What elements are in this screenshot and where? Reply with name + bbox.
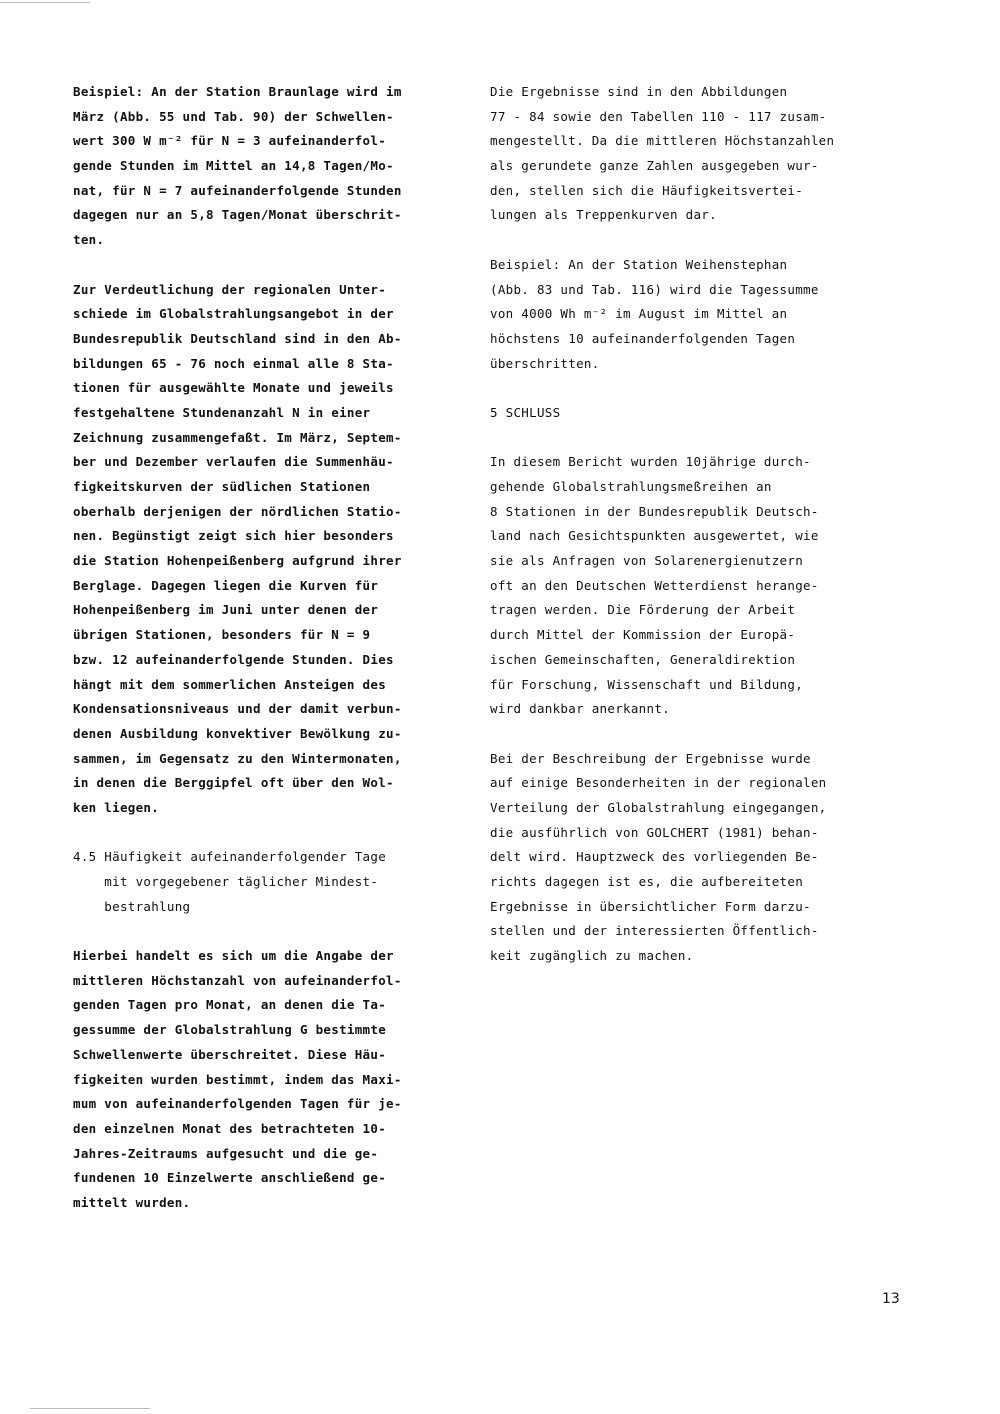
- text-line: Ergebnisse in übersichtlicher Form darzu-: [490, 898, 811, 914]
- results-paragraph: [490, 80, 890, 228]
- text-line: in denen die Berggipfel oft über den Wol-: [73, 775, 394, 791]
- conclusion-paragraph: [490, 450, 890, 722]
- text-line: fundenen 10 Einzelwerte anschließend ge-: [73, 1170, 387, 1186]
- text-line: Berglage. Dagegen liegen die Kurven für: [73, 577, 379, 593]
- right-column: [490, 80, 890, 969]
- text-line: Hohenpeißenberg im Juni unter denen der: [73, 602, 379, 618]
- text-line: Beispiel: An der Station Weihenstephan: [490, 256, 788, 272]
- text-line: oft an den Deutschen Wetterdienst herange-: [490, 577, 819, 593]
- text-line: bzw. 12 aufeinanderfolgende Stunden. Dies: [73, 651, 394, 667]
- text-line: Beispiel: An der Station Braunlage wird im: [73, 84, 402, 99]
- text-line: Hierbei handelt es sich um die Angabe der: [73, 948, 394, 964]
- text-line: für Forschung, Wissenschaft und Bildung,: [490, 676, 804, 692]
- text-line: lungen als Treppenkurven dar.: [490, 207, 717, 223]
- text-line: Bundesrepublik Deutschland sind in den Ab-: [73, 330, 402, 346]
- text-line: nen. Begünstigt zeigt sich hier besonders: [73, 528, 394, 544]
- text-line: land nach Gesichtspunkten ausgewertet, wie: [490, 528, 819, 544]
- text-line: oberhalb derjenigen der nördlichen Statio-: [73, 503, 402, 519]
- text-line: figkeitskurven der südlichen Stationen: [73, 479, 371, 494]
- example-weihenstephan-paragraph: [490, 253, 890, 376]
- text-line: 8 Stationen in der Bundesrepublik Deutsch-: [490, 503, 819, 519]
- text-line: überschritten.: [490, 355, 600, 371]
- text-line: die Station Hohenpeißenberg aufgrund ihrer: [73, 553, 402, 569]
- section-4-5-heading: [73, 845, 473, 919]
- text-line: genden Tagen pro Monat, an denen die Ta-: [73, 997, 387, 1013]
- text-line: den, stellen sich die Häufigkeitsvertei-: [490, 182, 804, 198]
- text-line: auf einige Besonderheiten in der regionalen: [490, 775, 827, 791]
- text-line: wert 300 W m⁻² für N = 3 aufeinanderfol-: [73, 133, 387, 149]
- text-line: als gerundete ganze Zahlen ausgegeben wur-: [490, 158, 819, 174]
- text-line: die ausführlich von GOLCHERT (1981) behan-: [490, 824, 819, 840]
- text-line: höchstens 10 aufeinanderfolgenden Tagen: [490, 330, 796, 346]
- section-5-heading: 5 SCHLUSS: [490, 404, 561, 420]
- page-number: 13: [882, 1291, 900, 1307]
- text-line: Schwellenwerte überschreitet. Diese Häu-: [73, 1046, 387, 1062]
- text-line: gessumme der Globalstrahlung G bestimmte: [73, 1022, 387, 1038]
- text-line: richts dagegen ist es, die aufbereiteten: [490, 874, 804, 889]
- text-line: den einzelnen Monat des betrachteten 10-: [73, 1120, 387, 1136]
- example-braunlage-paragraph: [73, 80, 473, 253]
- text-line: sie als Anfragen von Solarenergienutzern: [490, 553, 804, 569]
- text-line: März (Abb. 55 und Tab. 90) der Schwellen-: [73, 108, 394, 124]
- text-line: ischen Gemeinschaften, Generaldirektion: [490, 651, 796, 667]
- bottom-margin-rule: [30, 1408, 150, 1409]
- text-line: tionen für ausgewählte Monate und jeweils: [73, 380, 394, 396]
- text-line: Verteilung der Globalstrahlung eingegangen,: [490, 799, 827, 815]
- text-line: festgehaltene Stundenanzahl N in einer: [73, 404, 371, 420]
- text-line: mittleren Höchstanzahl von aufeinanderfol-: [73, 972, 402, 988]
- text-line: delt wird. Hauptzweck des vorliegenden Be-: [490, 849, 819, 865]
- text-line: hängt mit dem sommerlichen Ansteigen des: [73, 676, 387, 692]
- regional-differences-paragraph: [73, 278, 473, 821]
- text-line: dagegen nur an 5,8 Tagen/Monat überschrit-: [73, 207, 402, 223]
- text-line: gende Stunden im Mittel an 14,8 Tagen/Mo-: [73, 158, 394, 174]
- text-line: Bei der Beschreibung der Ergebnisse wurde: [490, 750, 811, 766]
- left-column: [73, 80, 473, 1216]
- text-line: durch Mittel der Kommission der Europä-: [490, 627, 796, 643]
- text-line: stellen und der interessierten Öffentlich-: [490, 923, 819, 939]
- text-line: schiede im Globalstrahlungsangebot in der: [73, 306, 394, 322]
- text-line: bildungen 65 - 76 noch einmal alle 8 Sta-: [73, 355, 394, 371]
- text-line: sammen, im Gegensatz zu den Wintermonaten,: [73, 750, 402, 766]
- text-line: keit zugänglich zu machen.: [490, 948, 694, 964]
- text-line: gehende Globalstrahlungsmeßreihen an: [490, 479, 772, 494]
- text-line: ten.: [73, 232, 105, 248]
- text-line: Die Ergebnisse sind in den Abbildungen: [490, 84, 788, 99]
- text-line: 4.5 Häufigkeit aufeinanderfolgender Tage: [73, 849, 387, 865]
- text-line: von 4000 Wh m⁻² im August im Mittel an: [490, 306, 788, 322]
- text-line: ken liegen.: [73, 799, 160, 815]
- text-line: (Abb. 83 und Tab. 116) wird die Tagessumme: [490, 281, 819, 297]
- text-line: bestrahlung: [73, 898, 191, 914]
- text-line: Kondensationsniveaus und der damit verbun-: [73, 701, 402, 717]
- top-margin-rule: [0, 2, 90, 3]
- text-line: tragen werden. Die Förderung der Arbeit: [490, 602, 796, 618]
- text-line: mittelt wurden.: [73, 1194, 191, 1210]
- text-line: 77 - 84 sowie den Tabellen 110 - 117 zusam-: [490, 108, 827, 124]
- frequency-definition-paragraph: [73, 944, 473, 1216]
- text-line: figkeiten wurden bestimmt, indem das Maxi-: [73, 1071, 402, 1087]
- text-line: Zur Verdeutlichung der regionalen Unter-: [73, 281, 387, 297]
- text-line: übrigen Stationen, besonders für N = 9: [73, 627, 371, 643]
- description-paragraph: [490, 747, 890, 969]
- text-line: Zeichnung zusammengefaßt. Im März, Septem-: [73, 429, 402, 445]
- text-line: ber und Dezember verlaufen die Summenhäu-: [73, 454, 394, 470]
- text-line: In diesem Bericht wurden 10jährige durch-: [490, 454, 811, 470]
- text-line: nat, für N = 7 aufeinanderfolgende Stunden: [73, 182, 402, 198]
- text-line: mum von aufeinanderfolgenden Tagen für je-: [73, 1096, 402, 1112]
- text-line: wird dankbar anerkannt.: [490, 701, 670, 717]
- text-line: Jahres-Zeitraums aufgesucht und die ge-: [73, 1145, 379, 1161]
- text-line: denen Ausbildung konvektiver Bewölkung zu-: [73, 725, 402, 741]
- text-line: mengestellt. Da die mittleren Höchstanzahlen: [490, 133, 835, 149]
- text-line: mit vorgegebener täglicher Mindest-: [73, 874, 379, 889]
